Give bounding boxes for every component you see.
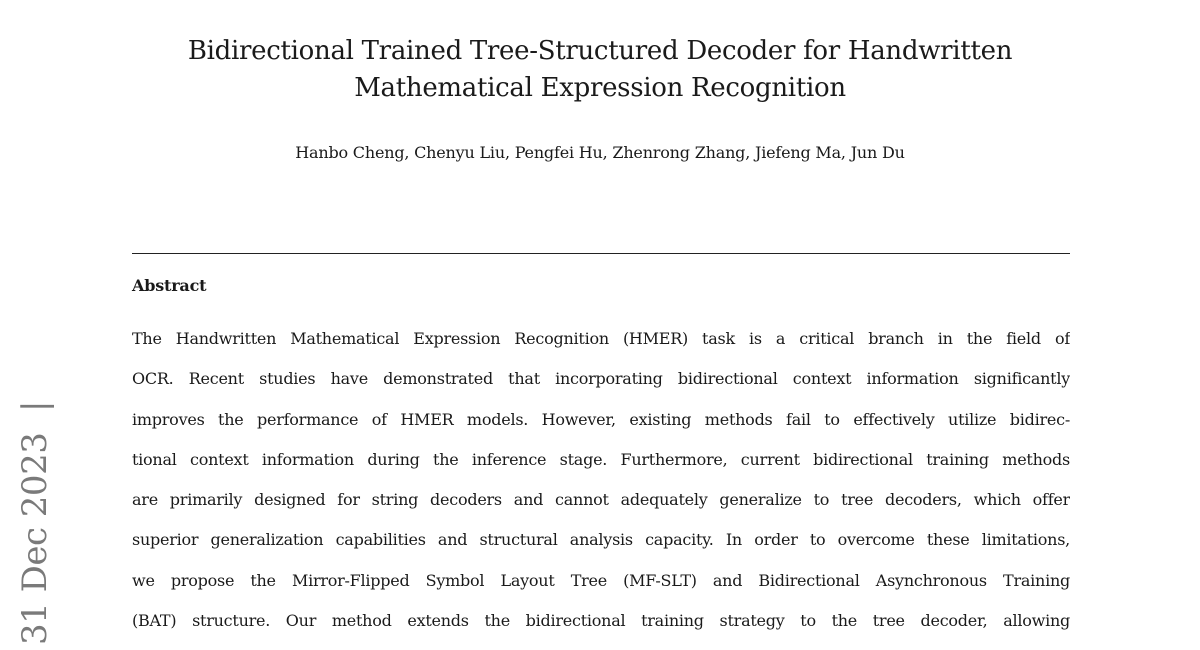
abstract-line: (BAT) structure. Our method extends the bidirectional training strategy to the tree decoder, allowing bbox=[132, 611, 1070, 631]
abstract-line: we propose the Mirror-Flipped Symbol Layout Tree (MF-SLT) and Bidirectional Asynchronous Training bbox=[132, 570, 1070, 590]
abstract-line: OCR. Recent studies have demonstrated that incorporating bidirectional context information significantly bbox=[132, 369, 1070, 389]
abstract-line: The Handwritten Mathematical Expression Recognition (HMER) task is a critical branch in the field of bbox=[132, 329, 1070, 348]
abstract-line: improves the performance of HMER models. However, existing methods fail to effectively utilize bidirec- bbox=[132, 409, 1070, 429]
paper-title bbox=[130, 33, 1070, 107]
stamp-separator: | bbox=[15, 401, 55, 433]
abstract-line: are primarily designed for string decoders and cannot adequately generalize to tree decoders, which offer bbox=[132, 490, 1070, 510]
paper-title-line-2: Mathematical Expression Recognition bbox=[354, 73, 846, 103]
abstract-line: superior generalization capabilities and structural analysis capacity. In order to overcome these limitations, bbox=[132, 530, 1070, 550]
abstract-line: tional context information during the inference stage. Furthermore, current bidirectional training methods bbox=[132, 449, 1070, 469]
arxiv-date-stamp bbox=[15, 401, 55, 645]
date-stamp-text: 31 Dec 2023 bbox=[15, 432, 55, 645]
paper-title-line-1: Bidirectional Trained Tree-Structured Decoder for Handwritten bbox=[187, 36, 1013, 66]
author-list: Hanbo Cheng, Chenyu Liu, Pengfei Hu, Zhenrong Zhang, Jiefeng Ma, Jun Du bbox=[295, 143, 905, 162]
abstract-body bbox=[132, 328, 1070, 650]
section-divider bbox=[132, 253, 1070, 254]
abstract-heading: Abstract bbox=[132, 276, 207, 295]
